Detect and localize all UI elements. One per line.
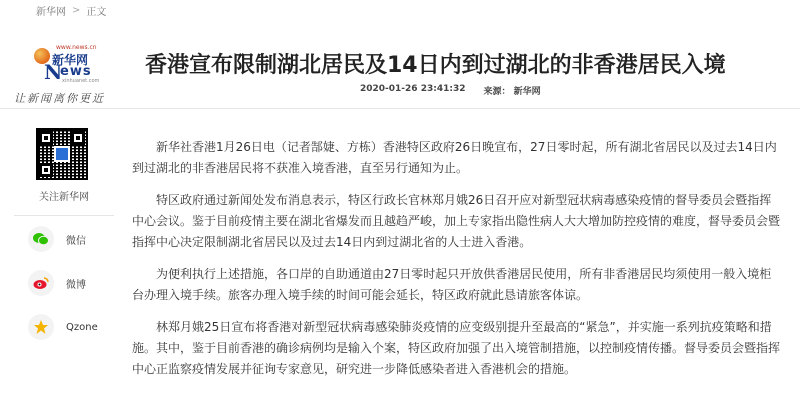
wechat-icon <box>28 226 54 252</box>
qr-logo <box>54 146 70 162</box>
breadcrumb-current: 正文 <box>86 7 107 18</box>
article-paragraph: 为便利执行上述措施，各口岸的自助通道由27日零时起只开放供香港居民使用，所有非香港居民均须使用一般入境柜台办理入境手续。旅客办理入境手续的时间可能会延长，特区政府就此恳请旅客体谅。 <box>132 267 772 302</box>
qr-label: 关注新华网 <box>39 192 89 203</box>
qzone-icon <box>28 314 54 340</box>
breadcrumb-home-link[interactable]: 新华网 <box>36 7 66 18</box>
share-sidebar <box>14 128 114 358</box>
article-paragraph: 林郑月娥25日宣布将香港对新型冠状病毒感染肺炎疫情的应变级别提升至最高的“紧急”，并实施一系列抗疫策略和措施。其中，鉴于目前香港的确诊病例均是输入个案，特区政府加强了出入境管制措施，以控制疫情传播。督导委员会暨指挥中心正监察疫情发展并征询专家意见，研究进一步降低感染者进入香港机会的措施。 <box>132 320 781 376</box>
share-weibo-label: 微博 <box>66 279 86 291</box>
logo-title: 新华网 <box>52 53 89 67</box>
article-paragraph: 特区政府通过新闻处发布消息表示，特区行政长官林郑月娥26日召开应对新型冠状病毒感染疫情的督导委员会暨指挥中心会议。鉴于目前疫情主要在湖北省爆发而且越趋严峻，加上专家指出隐性病人大大增加防控疫情的难度，督导委员会暨指挥中心决定限制湖北省居民以及过去14日内到过湖北省的人士进入香港。 <box>132 193 781 249</box>
logo-letter: N <box>44 60 63 84</box>
share-weibo-button[interactable] <box>28 270 114 296</box>
share-qzone-button[interactable] <box>28 314 114 340</box>
article-meta <box>360 84 541 97</box>
article-body <box>132 137 782 391</box>
share-wechat-label: 微信 <box>66 235 86 247</box>
source-name[interactable]: 新华网 <box>513 87 541 97</box>
qr-finder <box>39 131 53 145</box>
sidebar-divider <box>14 215 114 216</box>
logo-sub: xinhuanet.com <box>62 78 100 84</box>
header-divider <box>0 108 800 109</box>
source-info <box>483 84 540 97</box>
share-wechat-button[interactable] <box>28 226 114 252</box>
weibo-icon <box>28 270 54 296</box>
publish-datetime: 2020-01-26 23:41:32 <box>360 84 466 94</box>
article-headline: 香港宣布限制湖北居民及14日内到过湖北的非香港居民入境 <box>145 53 726 78</box>
qr-finder <box>71 131 85 145</box>
source-label: 来源： <box>483 87 511 97</box>
share-qzone-label: Qzone <box>66 321 98 333</box>
breadcrumb-separator: > <box>72 5 81 16</box>
slogan: 让新闻离你更近 <box>14 92 105 105</box>
article-paragraph: 新华社香港1月26日电（记者郜婕、方栋）香港特区政府26日晚宣布，27日零时起，所有湖北省居民以及过去14日内到过湖北的非香港居民将不获准入境香港，直至另行通知为止。 <box>132 140 777 175</box>
logo-domain: www.news.cn <box>56 44 97 51</box>
breadcrumb <box>36 3 106 18</box>
qr-finder <box>39 163 53 177</box>
logo-rest: ews <box>60 64 92 79</box>
qr-code <box>36 128 88 180</box>
